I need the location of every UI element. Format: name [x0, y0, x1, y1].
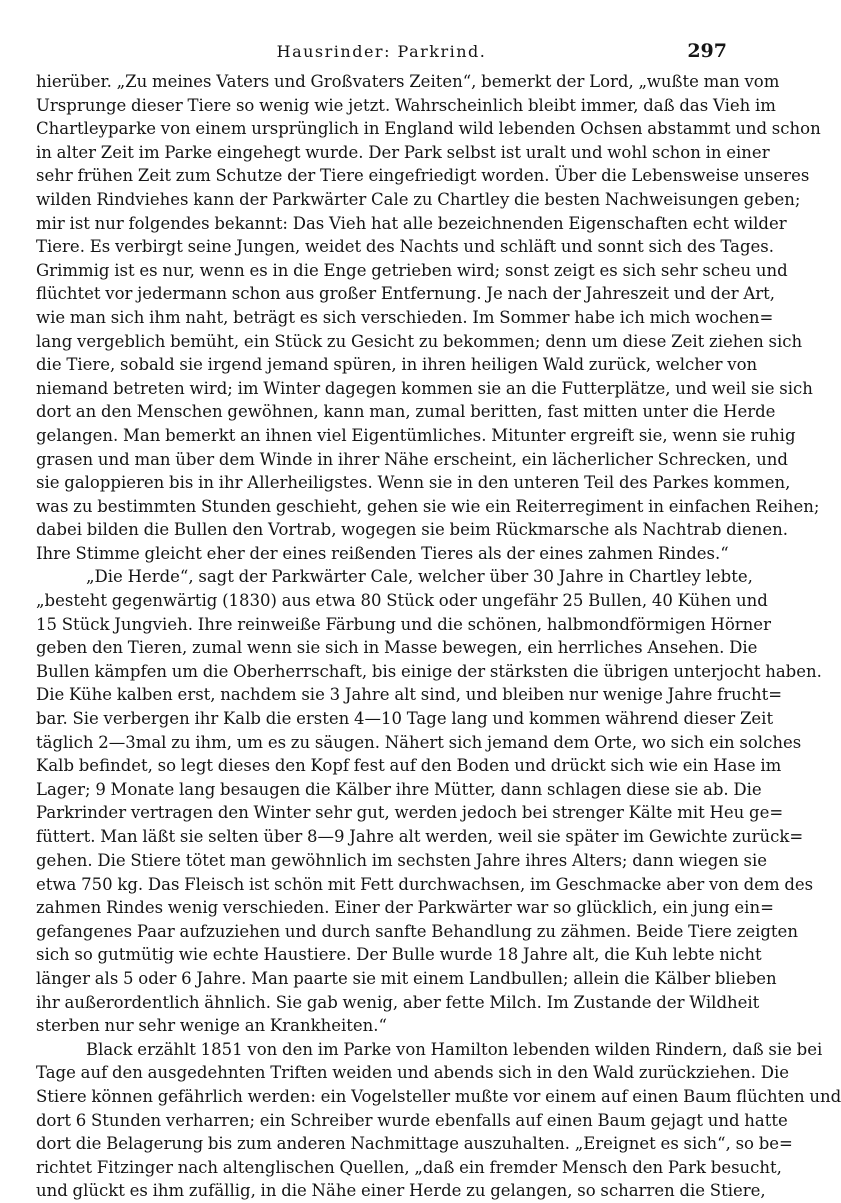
text-line: zahmen Rindes wenig verschieden. Einer der Parkwärter war so glücklich, ein jung ein=	[36, 898, 774, 918]
text-line: sie galoppieren bis in ihr Allerheiligstes. Wenn sie in den unteren Teil des Parkes kommen,	[36, 473, 791, 493]
text-line: Ihre Stimme gleicht eher der eines reißenden Tieres als der eines zahmen Rindes.“	[36, 543, 729, 563]
text-line: mir ist nur folgendes bekannt: Das Vieh hat alle bezeichnenden Eigenschaften echt wilder	[36, 213, 787, 233]
text-line: richtet Fitzinger nach altenglischen Quellen, „daß ein fremder Mensch den Park besucht,	[36, 1157, 782, 1177]
text-line: grasen und man über dem Winde in ihrer Nähe erscheint, ein lächerlicher Schrecken, und	[36, 449, 788, 469]
text-line: Black erzählt 1851 von den im Parke von Hamilton lebenden wilden Rindern, daß sie bei	[86, 1039, 823, 1059]
text-line: Chartleyparke von einem ursprünglich in England wild lebenden Ochsen abstammt und schon	[36, 119, 821, 139]
text-line: wilden Rindviehes kann der Parkwärter Cale zu Chartley die besten Nachweisungen geben;	[36, 189, 801, 209]
text-line: niemand betreten wird; im Winter dagegen kommen sie an die Futterplätze, und weil sie sich	[36, 378, 813, 398]
page-header	[36, 40, 727, 70]
text-line: bar. Sie verbergen ihr Kalb die ersten 4—10 Tage lang und kommen während dieser Zeit	[36, 709, 774, 729]
text-line: länger als 5 oder 6 Jahre. Man paarte sie mit einem Landbullen; allein die Kälber blieben	[36, 968, 777, 988]
body-text	[36, 70, 841, 1203]
text-line: flüchtet vor jedermann schon aus großer Entfernung. Je nach der Jahreszeit und der Art,	[36, 284, 776, 304]
text-line: sterben nur sehr wenige an Krankheiten.“	[36, 1016, 387, 1036]
text-line: in alter Zeit im Parke eingehegt wurde. Der Park selbst ist uralt und wohl schon in einer	[36, 142, 770, 162]
text-line: hierüber. „Zu meines Vaters und Großvaters Zeiten“, bemerkt der Lord, „wußte man vom	[36, 72, 780, 91]
text-line: dort 6 Stunden verharren; ein Schreiber wurde ebenfalls auf einen Baum gejagt und hatte	[36, 1110, 788, 1130]
text-line: gefangenes Paar aufzuziehen und durch sanfte Behandlung zu zähmen. Beide Tiere zeigten	[36, 921, 798, 941]
text-line: Tage auf den ausgedehnten Triften weiden und abends sich in den Wald zurückziehen. Die	[36, 1063, 790, 1083]
text-line: gelangen. Man bemerkt an ihnen viel Eigentümliches. Mitunter ergreift sie, wenn sie ruhig	[36, 425, 796, 445]
text-line: Grimmig ist es nur, wenn es in die Enge getrieben wird; sonst zeigt es sich sehr scheu und	[36, 260, 788, 280]
text-line: dort an den Menschen gewöhnen, kann man, zumal beritten, fast mitten unter die Herde	[36, 402, 776, 422]
text-line: lang vergeblich bemüht, ein Stück zu Gesicht zu bekommen; denn um diese Zeit ziehen sich	[36, 331, 803, 351]
text-line: Tiere. Es verbirgt seine Jungen, weidet des Nachts und schläft und sonnt sich des Tages.	[36, 237, 775, 257]
text-line: füttert. Man läßt sie selten über 8—9 Jahre alt werden, weil sie später im Gewichte zurück=	[36, 827, 804, 846]
text-line: und glückt es ihm zufällig, in die Nähe einer Herde zu gelangen, so scharren die Stiere,	[36, 1181, 766, 1201]
text-line: Ursprunge dieser Tiere so wenig wie jetzt. Wahrscheinlich bleibt immer, daß das Vieh im	[36, 95, 776, 115]
text-line: wie man sich ihm naht, beträgt es sich verschieden. Im Sommer habe ich mich wochen=	[36, 307, 774, 327]
text-line: täglich 2—3mal zu ihm, um es zu säugen. Nähert sich jemand dem Orte, wo sich ein solches	[36, 732, 802, 752]
text-line: Bullen kämpfen um die Oberherrschaft, bis einige der stärksten die übrigen unterjocht haben.	[36, 661, 822, 681]
text-line: Parkrinder vertragen den Winter sehr gut, werden jedoch bei strenger Kälte mit Heu ge=	[36, 803, 784, 823]
text-line: Kalb befindet, so legt dieses den Kopf fest auf den Boden und drückt sich wie ein Hase im	[36, 756, 782, 776]
text-line: 15 Stück Jungvieh. Ihre reinweiße Färbung und die schönen, halbmondförmigen Hörner	[36, 614, 771, 634]
text-line: etwa 750 kg. Das Fleisch ist schön mit Fett durchwachsen, im Geschmacke aber von dem des	[36, 874, 814, 894]
text-line: Die Kühe kalben erst, nachdem sie 3 Jahre alt sind, und bleiben nur wenige Jahre frucht=	[36, 685, 783, 705]
text-line: was zu bestimmten Stunden geschieht, gehen sie wie ein Reiterregiment in einfachen Reihen;	[36, 496, 820, 516]
text-line: sehr frühen Zeit zum Schutze der Tiere eingefriedigt worden. Über die Lebensweise unseres	[36, 166, 810, 186]
running-head: Hausrinder: Parkrind.	[276, 42, 487, 61]
text-line: geben den Tieren, zumal wenn sie sich in Masse bewegen, ein herrliches Ansehen. Die	[36, 638, 758, 658]
text-line: dabei bilden die Bullen den Vortrab, wogegen sie beim Rückmarsche als Nachtrab dienen.	[36, 520, 789, 540]
text-line: ihr außerordentlich ähnlich. Sie gab wenig, aber fette Milch. Im Zustande der Wildheit	[36, 992, 760, 1012]
text-line: Lager; 9 Monate lang besaugen die Kälber ihre Mütter, dann schlagen diese sie ab. Die	[36, 779, 762, 799]
text-line: Stiere können gefährlich werden: ein Vogelsteller mußte vor einem auf einen Baum flüchten und	[36, 1086, 841, 1106]
text-line: sich so gutmütig wie echte Haustiere. Der Bulle wurde 18 Jahre alt, die Kuh lebte nicht	[36, 945, 762, 965]
text-line: die Tiere, sobald sie irgend jemand spüren, in ihren heiligen Wald zurück, welcher von	[36, 355, 758, 375]
page-number: 297	[687, 40, 727, 62]
text-line: dort die Belagerung bis zum anderen Nachmittage auszuhalten. „Ereignet es sich“, so be=	[36, 1134, 793, 1154]
text-line: gehen. Die Stiere tötet man gewöhnlich im sechsten Jahre ihres Alters; dann wiegen sie	[36, 850, 767, 870]
text-line: „besteht gegenwärtig (1830) aus etwa 80 Stück oder ungefähr 25 Bullen, 40 Kühen und	[36, 591, 768, 611]
text-line: „Die Herde“, sagt der Parkwärter Cale, welcher über 30 Jahre in Chartley lebte,	[86, 567, 753, 587]
